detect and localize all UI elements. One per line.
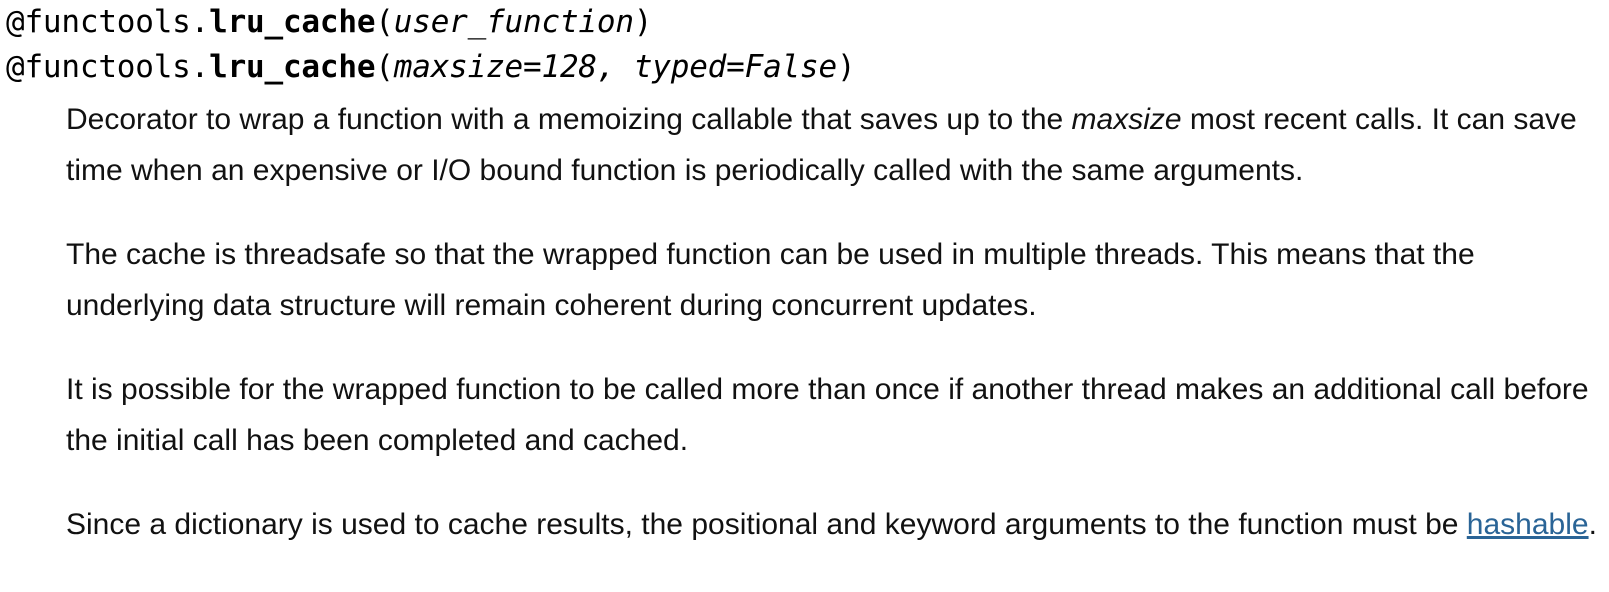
param-typed-default: False [744, 49, 837, 85]
description-body [66, 94, 1606, 550]
hashable-link[interactable]: hashable [1466, 508, 1589, 541]
open-paren: ( [375, 4, 394, 40]
param-maxsize-default: 128 [541, 49, 597, 85]
param-user-function: user_function [393, 4, 634, 40]
paragraph-hashable [66, 499, 1606, 550]
maxsize-emphasis: maxsize [1071, 103, 1182, 136]
function-name: lru_cache [209, 49, 376, 85]
paragraph-multiple-calls: It is possible for the wrapped function to be called more than once if another thread makes an additional call before the initial call has been completed and cached. [66, 373, 1589, 457]
paragraph-text: Since a dictionary is used to cache results, the positional and keyword arguments to the function must be [66, 508, 1467, 541]
param-separator: , [596, 49, 634, 85]
function-signature-2 [6, 45, 1609, 90]
function-signature-1 [6, 0, 1609, 45]
param-maxsize-eq: = [523, 49, 542, 85]
param-typed-eq: = [726, 49, 745, 85]
open-paren: ( [375, 49, 394, 85]
paragraph-text: Decorator to wrap a function with a memoizing callable that saves up to the [66, 103, 1072, 136]
signature-prefix: @functools. [6, 49, 210, 85]
param-maxsize: maxsize [393, 49, 524, 85]
close-paren: ) [836, 49, 856, 85]
paragraph-decorator [66, 94, 1606, 196]
signature-prefix: @functools. [6, 4, 210, 40]
close-paren: ) [633, 4, 653, 40]
paragraph-text: most recent calls. It can save time when an expensive or I/O bound function is periodically called with the same arguments. [66, 103, 1577, 187]
paragraph-text: . [1588, 508, 1597, 541]
param-typed: typed [633, 49, 727, 85]
paragraph-threadsafe: The cache is threadsafe so that the wrapped function can be used in multiple threads. This means that the underlying data structure will remain coherent during concurrent updates. [66, 238, 1475, 322]
function-name: lru_cache [209, 4, 376, 40]
